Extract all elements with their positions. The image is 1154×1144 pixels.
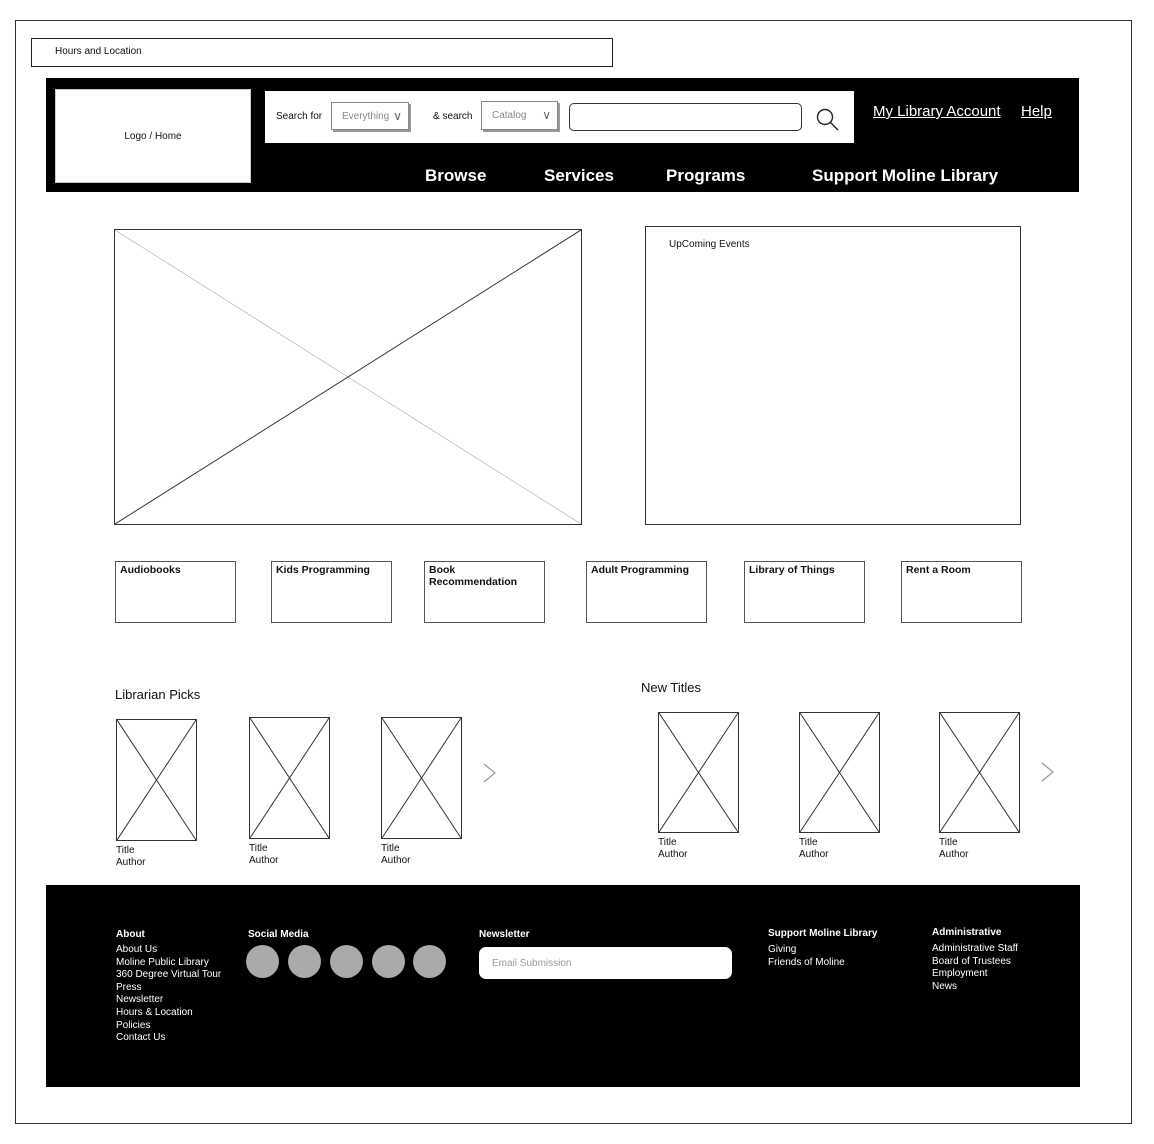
social-circle-icon[interactable] <box>330 945 363 978</box>
book-caption <box>116 845 145 869</box>
tile-book-recommendation[interactable]: Book Recommendation <box>424 561 545 623</box>
new-titles-title: New Titles <box>641 680 701 695</box>
search-scope-select[interactable] <box>331 102 409 130</box>
book-cover-placeholder[interactable] <box>249 717 330 839</box>
and-search-label: & search <box>433 111 473 122</box>
search-scope-value: Everything <box>342 111 390 122</box>
search-for-label: Search for <box>276 111 323 122</box>
book-author: Author <box>799 849 829 860</box>
tile-kids-programming[interactable]: Kids Programming <box>271 561 392 623</box>
social-circle-icon[interactable] <box>246 945 279 978</box>
book-cover-placeholder[interactable] <box>658 712 739 833</box>
book-author: Author <box>116 857 146 868</box>
tile-library-of-things[interactable]: Library of Things <box>744 561 865 623</box>
search-input[interactable] <box>569 103 802 131</box>
upcoming-events-panel <box>645 226 1021 525</box>
logo-label: Logo / Home <box>124 130 182 142</box>
footer-about-links <box>116 944 221 1045</box>
book-caption <box>249 843 278 867</box>
hours-location-bar[interactable]: Hours and Location <box>31 38 613 67</box>
chevron-right-icon[interactable] <box>481 762 499 784</box>
book-author: Author <box>249 855 279 866</box>
book-caption <box>799 837 828 861</box>
hero-image-placeholder[interactable] <box>114 229 582 525</box>
footer-link[interactable]: Giving <box>768 944 797 955</box>
help-link[interactable]: Help <box>1021 103 1052 120</box>
book-author: Author <box>939 849 969 860</box>
footer-link[interactable]: Moline Public Library <box>116 956 209 968</box>
book-cover-placeholder[interactable] <box>381 717 462 839</box>
logo-home[interactable] <box>55 89 251 183</box>
social-circle-icon[interactable] <box>288 945 321 978</box>
librarian-picks-title: Librarian Picks <box>115 687 201 702</box>
book-cover-placeholder[interactable] <box>116 719 197 841</box>
footer-link[interactable]: Newsletter <box>116 994 164 1006</box>
nav-browse[interactable]: Browse <box>425 166 487 185</box>
book-caption <box>658 837 687 861</box>
footer-link[interactable]: Hours & Location <box>116 1006 193 1018</box>
footer-admin-heading: Administrative <box>932 927 1002 938</box>
social-circle-icon[interactable] <box>372 945 405 978</box>
footer-link[interactable]: News <box>932 980 958 992</box>
chevron-down-icon: ∨ <box>542 108 551 122</box>
footer-support-links <box>768 944 845 969</box>
footer-link[interactable]: 360 Degree Virtual Tour <box>116 969 222 981</box>
footer-link[interactable]: Administrative Staff <box>932 943 1018 954</box>
nav-services[interactable]: Services <box>544 166 614 185</box>
book-caption <box>939 837 968 861</box>
search-source-value: Catalog <box>492 110 527 121</box>
book-author: Author <box>381 855 411 866</box>
book-title[interactable]: Title <box>658 837 677 848</box>
search-source-select[interactable] <box>481 101 558 130</box>
book-caption <box>381 843 410 867</box>
footer-social-heading: Social Media <box>248 929 309 940</box>
tile-adult-programming[interactable]: Adult Programming <box>586 561 707 623</box>
tile-rent-a-room[interactable]: Rent a Room <box>901 561 1022 623</box>
chevron-down-icon: ∨ <box>393 109 402 123</box>
book-title[interactable]: Title <box>381 843 400 854</box>
footer-admin-links <box>932 943 1018 993</box>
search-icon[interactable] <box>815 107 841 133</box>
footer-about-heading: About <box>116 929 145 940</box>
newsletter-email-input[interactable]: Email Submission <box>479 947 732 979</box>
footer-link[interactable]: Friends of Moline <box>768 956 845 968</box>
nav-support-moline-library[interactable]: Support Moline Library <box>812 166 999 185</box>
book-title[interactable]: Title <box>939 837 958 848</box>
nav-programs[interactable]: Programs <box>666 166 746 185</box>
book-cover-placeholder[interactable] <box>799 712 880 833</box>
chevron-right-icon[interactable] <box>1039 761 1057 783</box>
footer-link[interactable]: Employment <box>932 968 988 980</box>
book-title[interactable]: Title <box>249 843 268 854</box>
footer-link[interactable]: About Us <box>116 944 158 955</box>
footer-link[interactable]: Policies <box>116 1019 151 1031</box>
book-title[interactable]: Title <box>116 845 135 856</box>
social-circle-icon[interactable] <box>413 945 446 978</box>
book-title[interactable]: Title <box>799 837 818 848</box>
footer-link[interactable]: Contact Us <box>116 1032 166 1044</box>
footer-newsletter-heading: Newsletter <box>479 929 530 940</box>
footer-support-heading: Support Moline Library <box>768 928 878 939</box>
upcoming-events-title: UpComing Events <box>669 239 750 250</box>
book-cover-placeholder[interactable] <box>939 712 1020 833</box>
tile-audiobooks[interactable]: Audiobooks <box>115 561 236 623</box>
book-author: Author <box>658 849 688 860</box>
footer-link[interactable]: Press <box>116 981 142 993</box>
footer-link[interactable]: Board of Trustees <box>932 955 1011 967</box>
my-library-account-link[interactable]: My Library Account <box>873 103 1001 120</box>
